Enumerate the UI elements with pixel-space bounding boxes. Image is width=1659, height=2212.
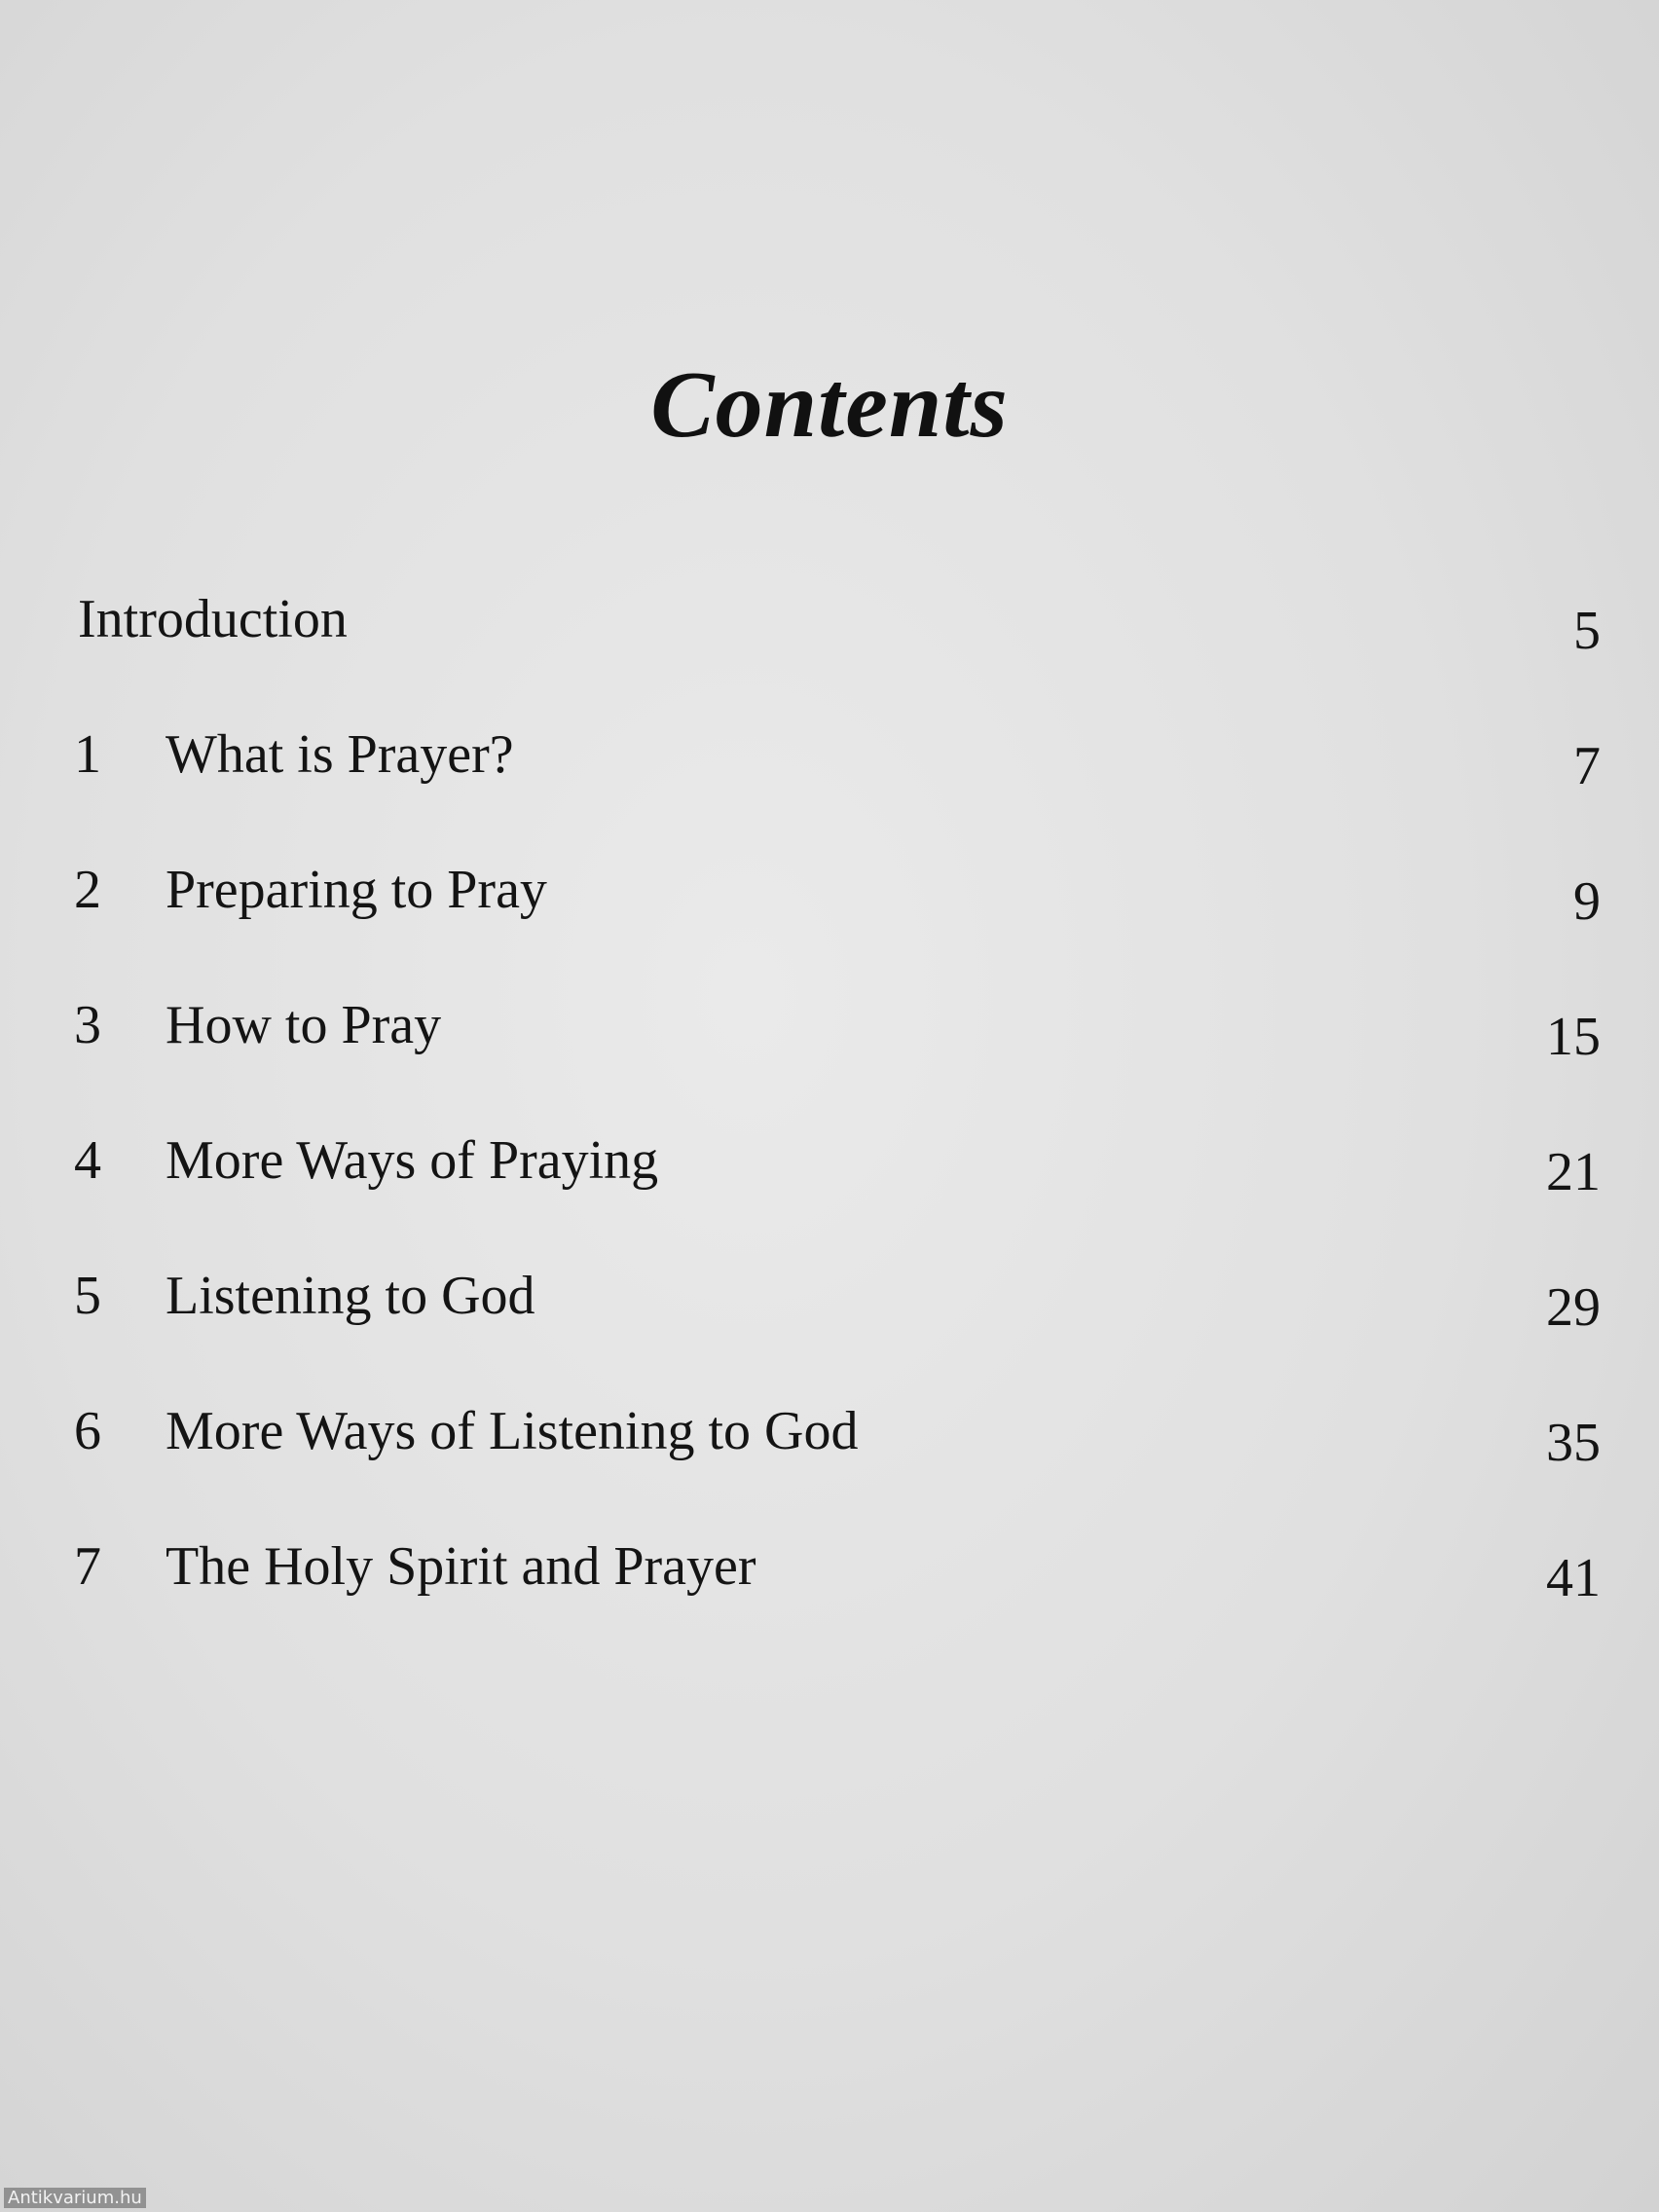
toc-entry-number: 3 <box>74 995 101 1055</box>
toc-entry-title: Preparing to Pray <box>166 860 547 920</box>
toc-entry-page: 29 <box>1546 1277 1601 1338</box>
toc-entry-page: 7 <box>1573 736 1601 796</box>
toc-entry-number: 1 <box>74 724 101 785</box>
toc-entry-page: 15 <box>1546 1007 1601 1067</box>
toc-entry-number: 2 <box>74 860 101 920</box>
toc-entry-chapter-5 <box>74 1255 1601 1390</box>
toc-entry-page: 5 <box>1573 601 1601 661</box>
toc-entry-number: 4 <box>74 1130 101 1191</box>
toc-entry-page: 21 <box>1546 1142 1601 1202</box>
toc-entry-number: 5 <box>74 1266 101 1326</box>
toc-entry-chapter-4 <box>74 1120 1601 1255</box>
toc-entry-page: 9 <box>1573 871 1601 932</box>
page-title: Contents <box>650 352 1009 458</box>
toc-entry-title: How to Pray <box>166 995 442 1055</box>
toc-entry-number: 6 <box>74 1401 101 1461</box>
toc-entry-chapter-3 <box>74 984 1601 1120</box>
toc-entry-title: Listening to God <box>166 1266 535 1326</box>
toc-entry-chapter-2 <box>74 849 1601 984</box>
toc-entry-title: The Holy Spirit and Prayer <box>166 1536 756 1597</box>
toc-entry-chapter-6 <box>74 1390 1601 1526</box>
toc-entry-title: More Ways of Praying <box>166 1130 659 1191</box>
toc-entry-page: 41 <box>1546 1548 1601 1608</box>
toc-entry-page: 35 <box>1546 1413 1601 1473</box>
table-of-contents <box>74 578 1601 1661</box>
toc-entry-title: More Ways of Listening to God <box>166 1401 859 1461</box>
toc-entry-chapter-7 <box>74 1526 1601 1661</box>
watermark: Antikvarium.hu <box>4 2188 146 2208</box>
toc-entry-title: Introduction <box>78 589 348 649</box>
toc-entry-title: What is Prayer? <box>166 724 514 785</box>
toc-entry-introduction <box>74 578 1601 714</box>
toc-entry-chapter-1 <box>74 714 1601 849</box>
toc-entry-number: 7 <box>74 1536 101 1597</box>
